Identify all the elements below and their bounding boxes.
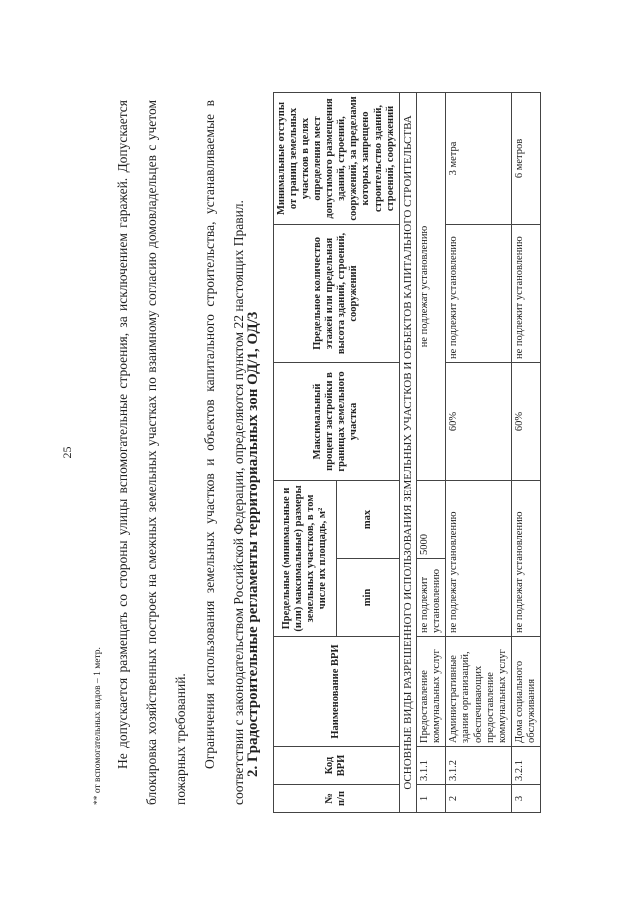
header-area: Предельные (минимальные и (или) максимальные) размеры земельных участков, в том числе их площадь, м²: [274, 480, 337, 636]
footnote: ** от вспомогательных видов – 1 метр.: [93, 647, 103, 805]
row-num: 3: [511, 785, 540, 813]
row-code: 3.1.2: [446, 747, 511, 785]
header-floors: Предельное количество этажей или предельная высота зданий, строений, сооружений: [274, 224, 400, 362]
regulations-table: [273, 92, 541, 813]
row-num: 1: [417, 785, 446, 813]
header-setback: Минимальные отступы от границ земельных участков в целях определения мест допустимого размещения зданий, строений, сооружений, за пределами которых запрещено строительство зданий, строений, сооружений: [274, 92, 400, 224]
header-min: min: [336, 559, 399, 637]
row-code: 3.2.1: [511, 747, 540, 785]
row-floors: не подлежит установлению: [511, 224, 540, 362]
row-minmax: не подлежат установлению: [511, 480, 540, 636]
table-header-row: [274, 92, 337, 812]
table-section-row: [399, 92, 417, 812]
row-name: Дома социального обслуживания: [511, 637, 540, 747]
header-max: max: [336, 480, 399, 558]
row-build-percent: 60%: [511, 362, 540, 480]
row-setback: 3 метра: [446, 92, 511, 224]
paragraph-restrictions: Ограничения использования земельных участков и объектов капитального строительства, устанавливаемые в соответствии с законодательством Российской Федерации, определяются пунктом 22 настоящих Правил.: [202, 100, 246, 805]
table-row: [446, 92, 511, 812]
row-floors: не подлежит установлению: [446, 224, 511, 362]
header-code: Код ВРИ: [274, 747, 400, 785]
header-num: № п/п: [274, 785, 400, 813]
row-code: 3.1.1: [417, 747, 446, 785]
section-label: ОСНОВНЫЕ ВИДЫ РАЗРЕШЕННОГО ИСПОЛЬЗОВАНИЯ ЗЕМЕЛЬНЫХ УЧАСТКОВ И ОБЪЕКТОВ КАПИТАЛЬНОГО СТРОИТЕЛЬСТВА: [399, 92, 417, 812]
row-name: Административные здания организаций, обеспечивающих предоставление коммунальных услуг: [446, 637, 511, 747]
table-row: [417, 92, 446, 812]
row-build-floors-setback: не подлежат установлению: [417, 92, 446, 480]
row-build-percent: 60%: [446, 362, 511, 480]
row-min: не подлежит установлению: [417, 559, 446, 637]
paragraph-garages: Не допускается размещать со стороны улицы вспомогательные строения, за исключением гаражей. Допускается блокировка хозяйственных построек на смежных земельных участках по взаимному согласию домовладельцев с учетом пожарных требований.: [115, 100, 188, 805]
row-num: 2: [446, 785, 511, 813]
table-row: [511, 92, 540, 812]
header-build-percent: Максимальный процент застройки в границах земельного участка: [274, 362, 400, 480]
row-max: 5000: [417, 480, 446, 558]
header-name: Наименование ВРИ: [274, 637, 400, 747]
row-name: Предоставление коммунальных услуг: [417, 637, 446, 747]
row-minmax: не подлежат установлению: [446, 480, 511, 636]
section-title: 2. Градостроительные регламенты территориальных зон ОД/1, ОД/3: [245, 311, 261, 777]
row-setback: 6 метров: [511, 92, 540, 224]
page-number: 25: [60, 446, 74, 459]
